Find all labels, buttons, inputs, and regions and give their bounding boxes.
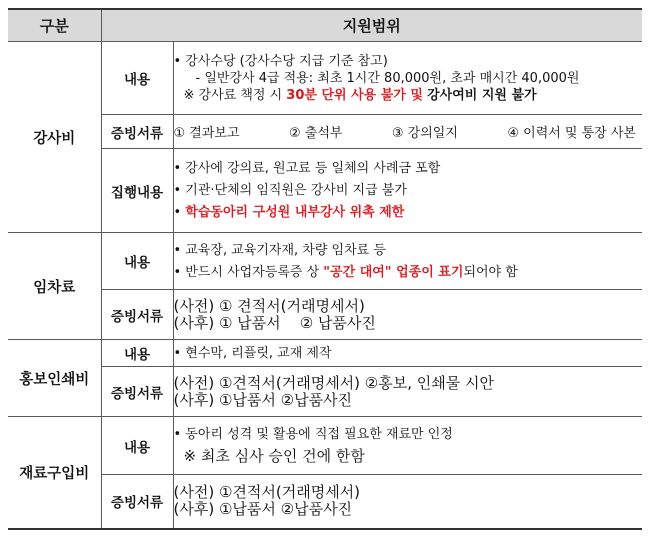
lecturer-content-row — [8, 42, 642, 115]
lecturer-exec — [173, 149, 642, 233]
lecturer-docs-list — [174, 122, 643, 141]
travel-restriction-text: 강사여비 지원 불가 — [427, 87, 537, 103]
restriction-text: 30분 단위 사용 불가 및 — [286, 87, 423, 103]
lecturer-docs-row — [8, 115, 642, 149]
material-content — [173, 417, 642, 475]
header-row — [8, 9, 642, 42]
material-content-line2: ※ 최초 심사 승인 건에 한함 — [183, 447, 365, 465]
material-docs-line2: (사후) ①납품서 ②납품사진 — [173, 500, 353, 519]
doc-item: ① 결과보고 — [173, 126, 240, 141]
doc-item: ③ 강의일지 — [391, 126, 458, 141]
lecturer-content-line3 — [174, 87, 643, 104]
support-scope-table — [8, 8, 642, 530]
rent-content-row — [8, 233, 642, 290]
material-content-label: 내용 — [101, 417, 173, 475]
rent-docs-label: 증빙서류 — [101, 290, 173, 340]
promo-docs-row — [8, 367, 642, 417]
header-category: 구분 — [8, 9, 101, 42]
lecturer-content-line2: - 일반강사 4급 적용: 최초 1시간 80,000원, 초과 매시간 40,000원 — [195, 70, 580, 86]
exec-line2: • 기관·단체의 임직원은 강사비 지급 불가 — [173, 183, 407, 198]
promo-content — [173, 340, 642, 367]
material-docs-row — [8, 475, 642, 529]
doc-item: ④ 이력서 및 통장 사본 — [507, 126, 636, 141]
material-docs-label: 증빙서류 — [101, 475, 173, 529]
promo-content-row — [8, 340, 642, 367]
header-scope: 지원범위 — [101, 9, 642, 42]
category-lecturer: 강사비 — [8, 42, 101, 233]
space-rental-text: "공간 대여" 업종이 표기 — [323, 264, 464, 280]
lecturer-content-line1: • 강사수당 (강사수당 지급 기준 참고) — [173, 53, 388, 69]
promo-docs-line1: (사전) ①견적서(거래명세서) ②홍보, 인쇄물 시안 — [173, 373, 494, 392]
rent-content-line2 — [174, 264, 643, 281]
lecturer-exec-row — [8, 149, 642, 233]
exec-line3 — [174, 204, 643, 221]
lecturer-content-label: 내용 — [101, 42, 173, 115]
rent-docs-line1: (사전) ① 견적서(거래명세서) — [173, 296, 365, 315]
rent-text-b: 되어야 함 — [463, 264, 518, 280]
promo-content-line1: • 현수막, 리플릿, 교재 제작 — [173, 345, 332, 361]
rent-docs-row — [8, 290, 642, 340]
material-docs — [173, 475, 642, 529]
lecturer-exec-label: 집행내용 — [101, 149, 173, 233]
rent-content-label: 내용 — [101, 233, 173, 290]
bullet: • — [173, 205, 186, 220]
rent-content-line1: • 교육장, 교육기자재, 차량 임차료 등 — [173, 242, 386, 258]
promo-docs-label: 증빙서류 — [101, 367, 173, 417]
doc-item: ② 출석부 — [288, 126, 343, 141]
promo-docs-line2: (사후) ①납품서 ②납품사진 — [173, 390, 353, 409]
lecturer-docs-label: 증빙서류 — [101, 115, 173, 149]
category-rent: 임차료 — [8, 233, 101, 340]
lecturer-docs — [173, 115, 642, 149]
promo-docs — [173, 367, 642, 417]
rent-text-a: • 반드시 사업자등록증 상 — [173, 264, 324, 280]
category-promo: 홍보인쇄비 — [8, 340, 101, 417]
category-material: 재료구입비 — [8, 417, 101, 529]
lecturer-content — [173, 42, 642, 115]
exec-restriction-text: 학습동아리 구성원 내부강사 위촉 제한 — [185, 205, 405, 220]
note-text: ※ 강사료 책정 시 — [183, 87, 287, 103]
rent-docs — [173, 290, 642, 340]
material-content-row — [8, 417, 642, 475]
exec-line1: • 강사에 강의료, 원고료 등 일체의 사례금 포함 — [173, 161, 441, 176]
promo-content-label: 내용 — [101, 340, 173, 367]
rent-docs-line2: (사후) ① 납품서 ② 납품사진 — [173, 313, 376, 332]
rent-content — [173, 233, 642, 290]
material-content-line1: • 동아리 성격 및 활용에 직접 필요한 재료만 인정 — [173, 427, 453, 442]
material-docs-line1: (사전) ①견적서(거래명세서) — [173, 483, 361, 502]
